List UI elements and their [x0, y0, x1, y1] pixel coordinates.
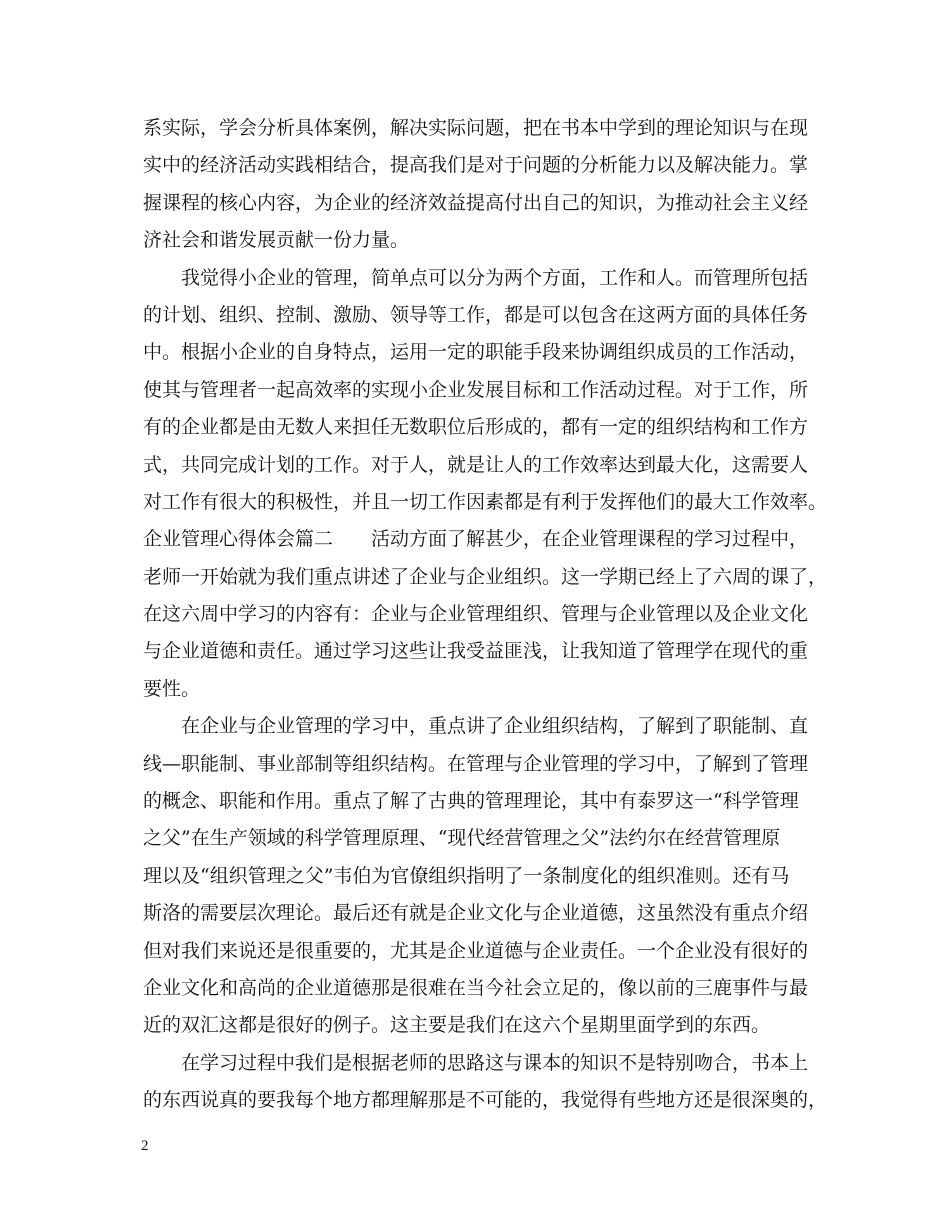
text-line: 在这六周中学习的内容有：企业与企业管理组织、管理与企业管理以及企业文化 [143, 603, 809, 626]
text-line: 线—职能制、事业部制等组织结构。在管理与企业管理的学习中，了解到了管理 [143, 752, 809, 775]
text-line: 但对我们来说还是很重要的，尤其是企业道德与企业责任。一个企业没有很好的 [143, 939, 809, 962]
text-line: 使其与管理者一起高效率的实现小企业发展目标和工作活动过程。对于工作，所 [143, 378, 809, 401]
text-line: 与企业道德和责任。通过学习这些让我受益匪浅，让我知道了管理学在现代的重 [143, 640, 809, 663]
paragraph-start-line: 在企业与企业管理的学习中，重点讲了企业组织结构，了解到了职能制、直 [181, 715, 809, 738]
section-heading-line [143, 521, 815, 558]
text-line: 中。根据小企业的自身特点，运用一定的职能手段来协调组织成员的工作活动， [143, 341, 809, 364]
text-line: 的东西说真的要我每个地方都理解那是不可能的，我觉得有些地方还是很深奥的， [143, 1089, 828, 1112]
text-line: 实中的经济活动实践相结合，提高我们是对于问题的分析能力以及解决能力。掌 [143, 154, 809, 177]
text-line: 的计划、组织、控制、激励、领导等工作，都是可以包含在这两方面的具体任务 [143, 303, 809, 326]
section-heading: 企业管理心得体会篇二 [143, 528, 334, 551]
text-line-segment: 活动方面了解甚少，在企业管理课程的学习过程中， [371, 528, 809, 551]
paragraph-start-line: 我觉得小企业的管理，简单点可以分为两个方面，工作和人。而管理所包括 [181, 266, 809, 289]
text-line: 之父”在生产领域的科学管理原理、“现代经营管理之父”法约尔在经营管理原 [143, 827, 781, 850]
text-line: 斯洛的需要层次理论。最后还有就是企业文化与企业道德，这虽然没有重点介绍 [143, 902, 809, 925]
text-line: 企业文化和高尚的企业道德那是很难在当今社会立足的，像以前的三鹿事件与最 [143, 976, 809, 999]
document-body [143, 110, 828, 1120]
text-line: 对工作有很大的积极性，并且一切工作因素都是有利于发挥他们的最大工作效率。 [143, 490, 828, 513]
text-line: 的概念、职能和作用。重点了解了古典的管理理论，其中有泰罗这一“科学管理 [143, 790, 799, 813]
text-line: 济社会和谐发展贡献一份力量。 [143, 229, 410, 252]
page-number: 2 [141, 1138, 149, 1154]
text-line: 握课程的核心内容，为企业的经济效益提高付出自己的知识，为推动社会主义经 [143, 191, 809, 214]
text-line: 理以及“组织管理之父”韦伯为官僚组织指明了一条制度化的组织准则。还有马 [143, 864, 790, 887]
text-line: 要性。 [143, 677, 201, 700]
paragraph-start-line: 在学习过程中我们是根据老师的思路这与课本的知识不是特别吻合，书本上 [181, 1051, 809, 1074]
text-line: 式，共同完成计划的工作。对于人，就是让人的工作效率达到最大化，这需要人 [143, 453, 809, 476]
text-line: 系实际，学会分析具体案例，解决实际问题，把在书本中学到的理论知识与在现 [143, 117, 809, 139]
text-line: 老师一开始就为我们重点讲述了企业与企业组织。这一学期已经上了六周的课了， [143, 565, 828, 588]
text-line: 有的企业都是由无数人来担任无数职位后形成的，都有一定的组织结构和工作方 [143, 416, 809, 439]
text-line: 近的双汇这都是很好的例子。这主要是我们在这六个星期里面学到的东西。 [143, 1014, 771, 1037]
